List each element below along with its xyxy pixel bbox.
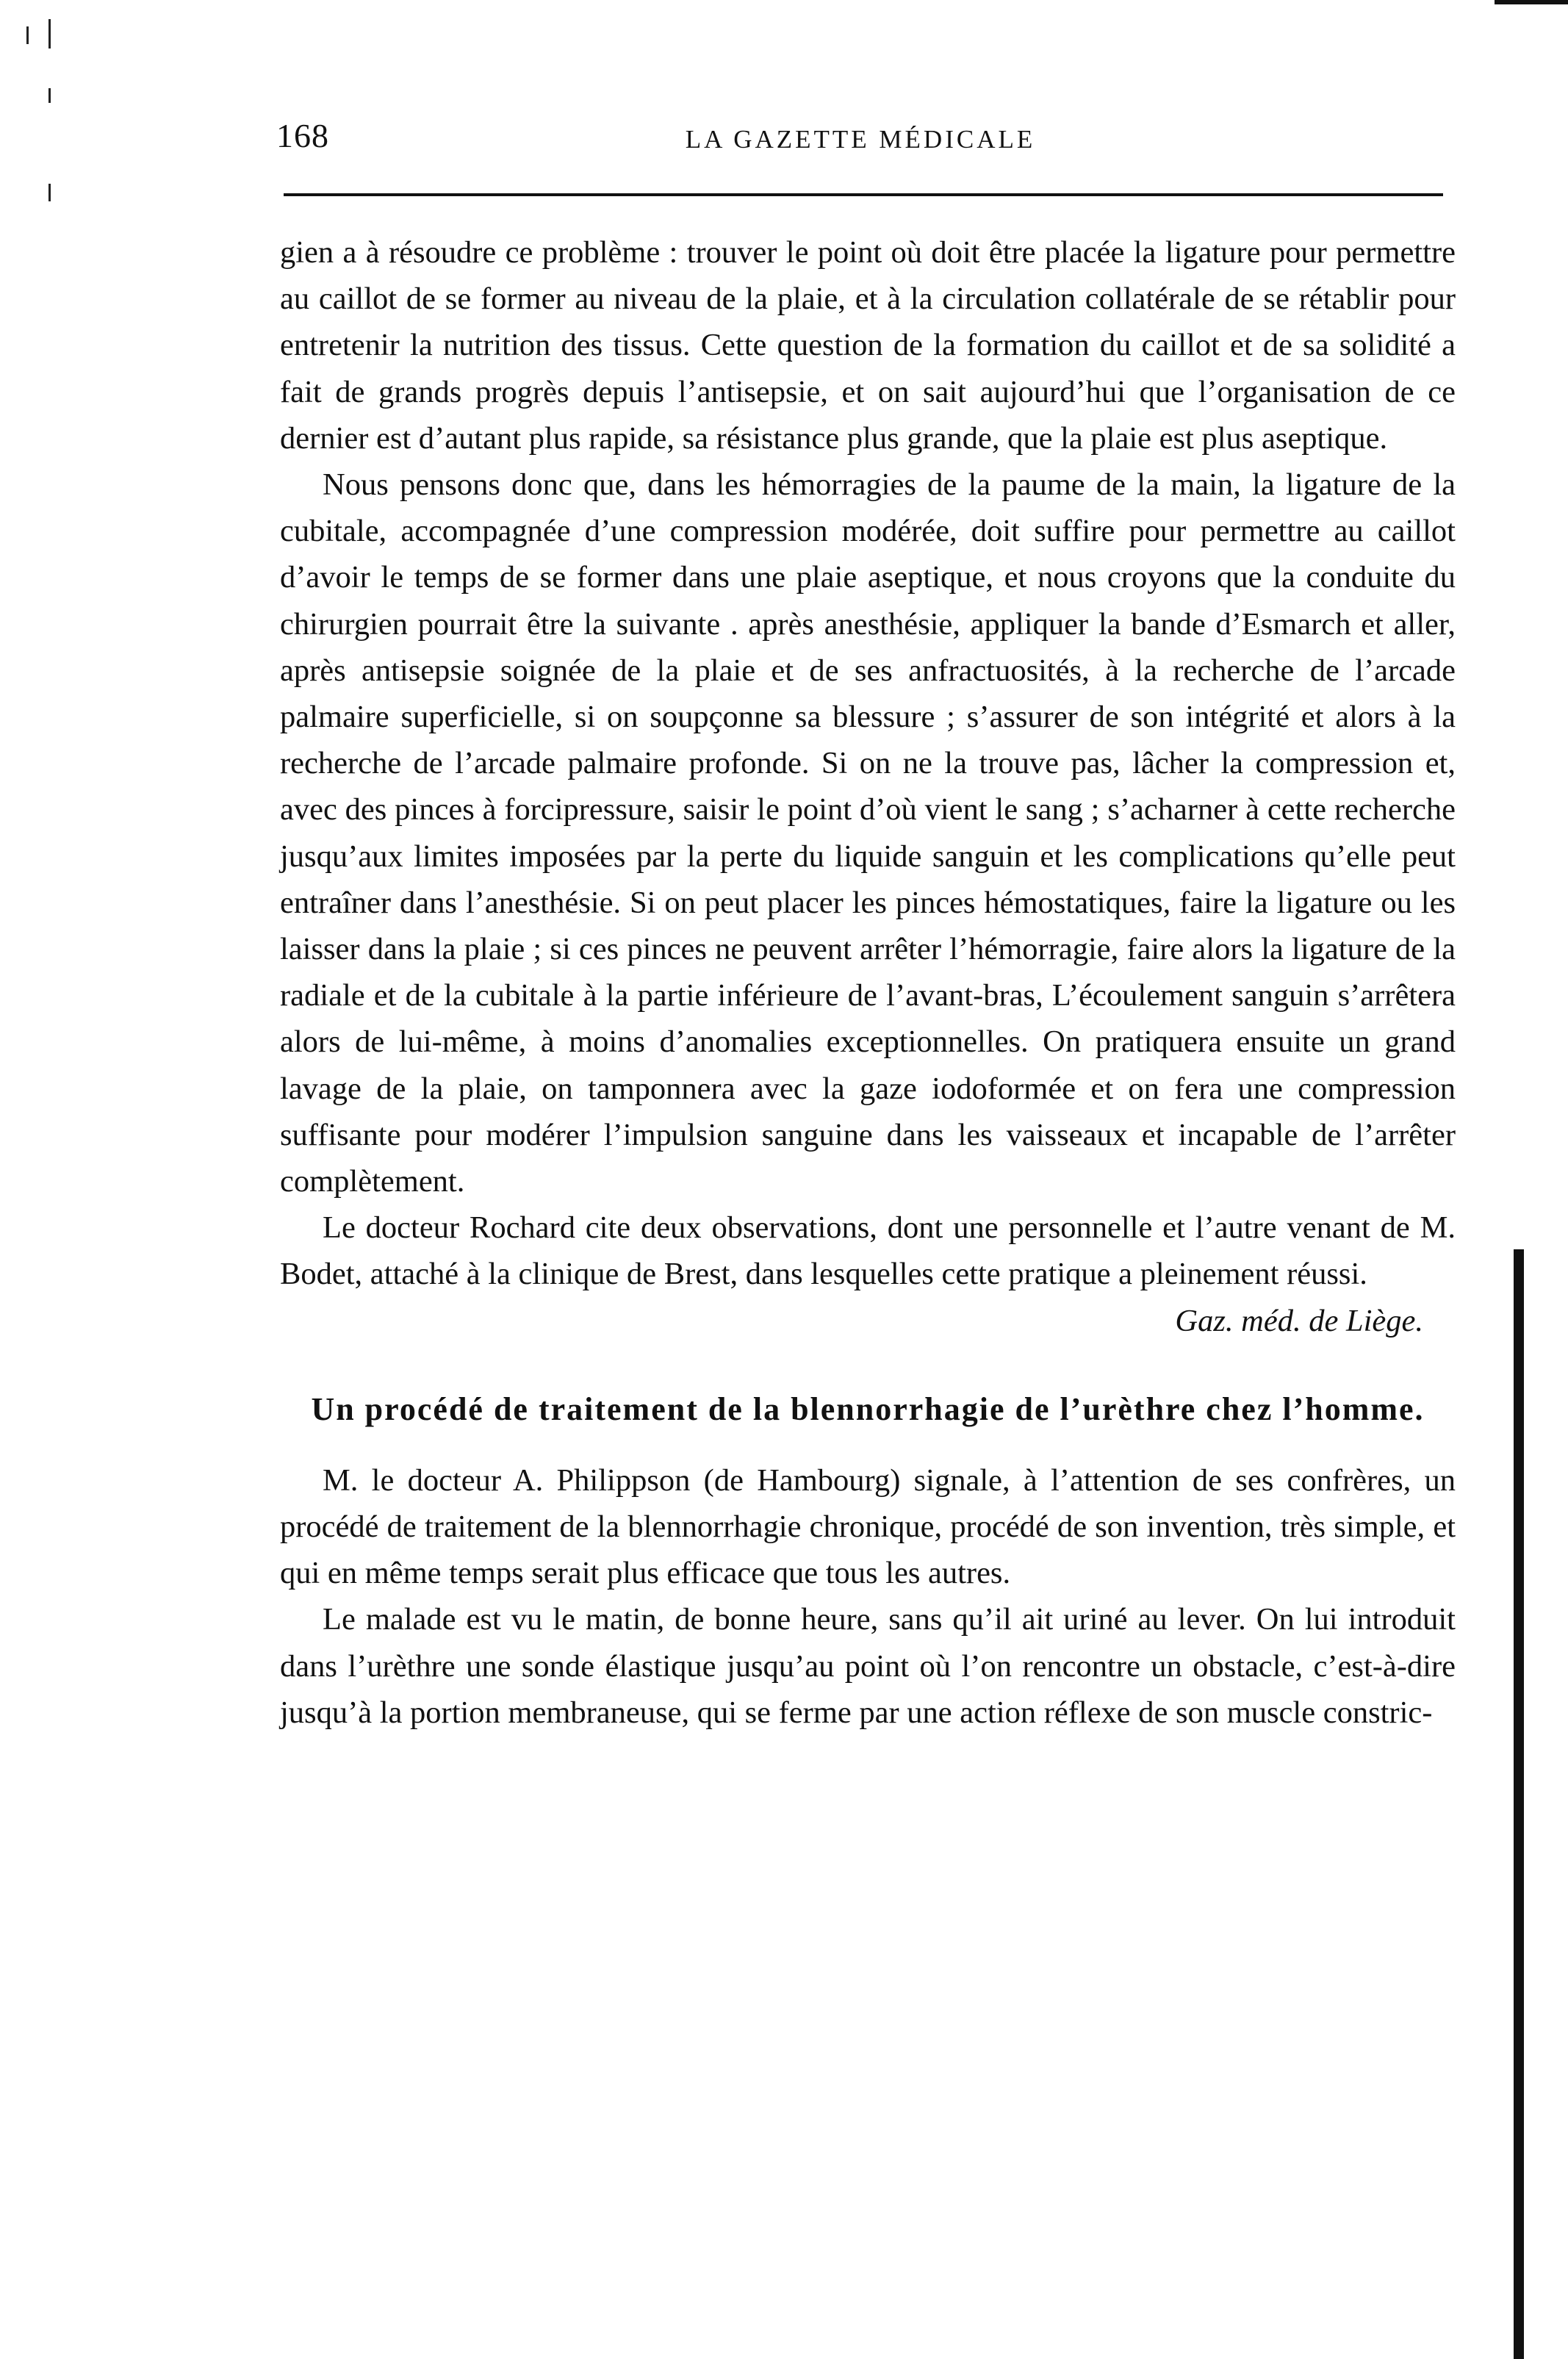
paragraph: Le malade est vu le matin, de bonne heure, sans qu’il ait uriné au lever. On lui introduit dans l’urèthre une sonde élastique jusqu’au point où l’on rencontre un obstacle, c’est-à-dire jusqu’à la portion membraneuse, qui se ferme par une action réflexe de son muscle constric- <box>280 1602 1456 1730</box>
header-rule <box>284 193 1443 196</box>
scan-edge-mark <box>1495 0 1568 4</box>
scan-margin-mark <box>48 19 51 49</box>
page-content <box>280 229 1456 1736</box>
paragraph: gien a à résoudre ce problème : trouver le point où doit être placée la ligature pour permettre au caillot de se former au niveau de la plaie, et à la circulation collatérale de se rétablir pour entretenir la nutrition des tissus. Cette question de la formation du caillot et de sa solidité a fait de grands progrès depuis l’antisepsie, et on sait aujourd’hui que l’organisation de ce dernier est d’autant plus rapide, sa résistance plus grande, que la plaie est plus aseptique. <box>280 235 1456 456</box>
paragraph: M. le docteur A. Philippson (de Hambourg) signale, à l’attention de ses confrères, un procédé de traitement de la blennorrhagie chronique, procédé de son invention, très simple, et qui en même temps serait plus efficace que tous les autres. <box>280 1462 1456 1591</box>
source-citation: Gaz. méd. de Liège. <box>1175 1303 1423 1338</box>
paragraph: Le docteur Rochard cite deux observations, dont une personnelle et l’autre venant de M. Bodet, attaché à la clinique de Brest, dans lesquelles cette pratique a pleinement réussi. <box>280 1210 1456 1292</box>
scan-margin-mark <box>48 88 51 103</box>
paragraph: Nous pensons donc que, dans les hémorragies de la paume de la main, la ligature de la cubitale, accompagnée d’une compression modérée, doit suffire pour permettre au caillot d’avoir le temps de se former dans une plaie aseptique, et nous croyons que la conduite du chirurgien pourrait être la suivante . après anesthésie, appliquer la bande d’Esmarch et aller, après antisepsie soignée de la plaie et de ses anfractuosités, à la recherche de l’arcade palmaire superficielle, si on soupçonne sa blessure ; s’assurer de son intégrité et alors à la recherche de l’arcade palmaire profonde. Si on ne la trouve pas, lâcher la compression et, avec des pinces à forcipressure, saisir le point d’où vient le sang ; s’acharner à cette recherche jusqu’aux limites imposées par la perte du liquide sanguin et les complications qu’elle peut entraîner dans l’anesthésie. Si on peut placer les pinces hémostatiques, faire la ligature ou les laisser dans la plaie ; si ces pinces ne peuvent arrêter l’hémorragie, faire alors la ligature de la radiale et de la cubitale à la partie inférieure de l’avant-bras, L’écoulement sanguin s’arrêtera alors de lui-même, à moins d’anomalies exceptionnelles. On pratiquera ensuite un grand lavage de la plaie, on tamponnera avec la gaze iodoformée et on fera une compression suffisante pour modérer l’impulsion sanguine dans les vaisseaux et incapable de l’arrêter complètement. <box>280 467 1456 1199</box>
page-number: 168 <box>276 117 329 154</box>
article-title: Un procédé de traitement de la blennorrhagie de l’urèthre chez l’homme. <box>311 1390 1425 1427</box>
page-header <box>276 116 1445 168</box>
scan-edge-bar <box>1514 1249 1524 2359</box>
scan-margin-mark <box>26 26 29 44</box>
scan-margin-mark <box>48 184 51 201</box>
running-title: LA GAZETTE MÉDICALE <box>685 125 1036 154</box>
